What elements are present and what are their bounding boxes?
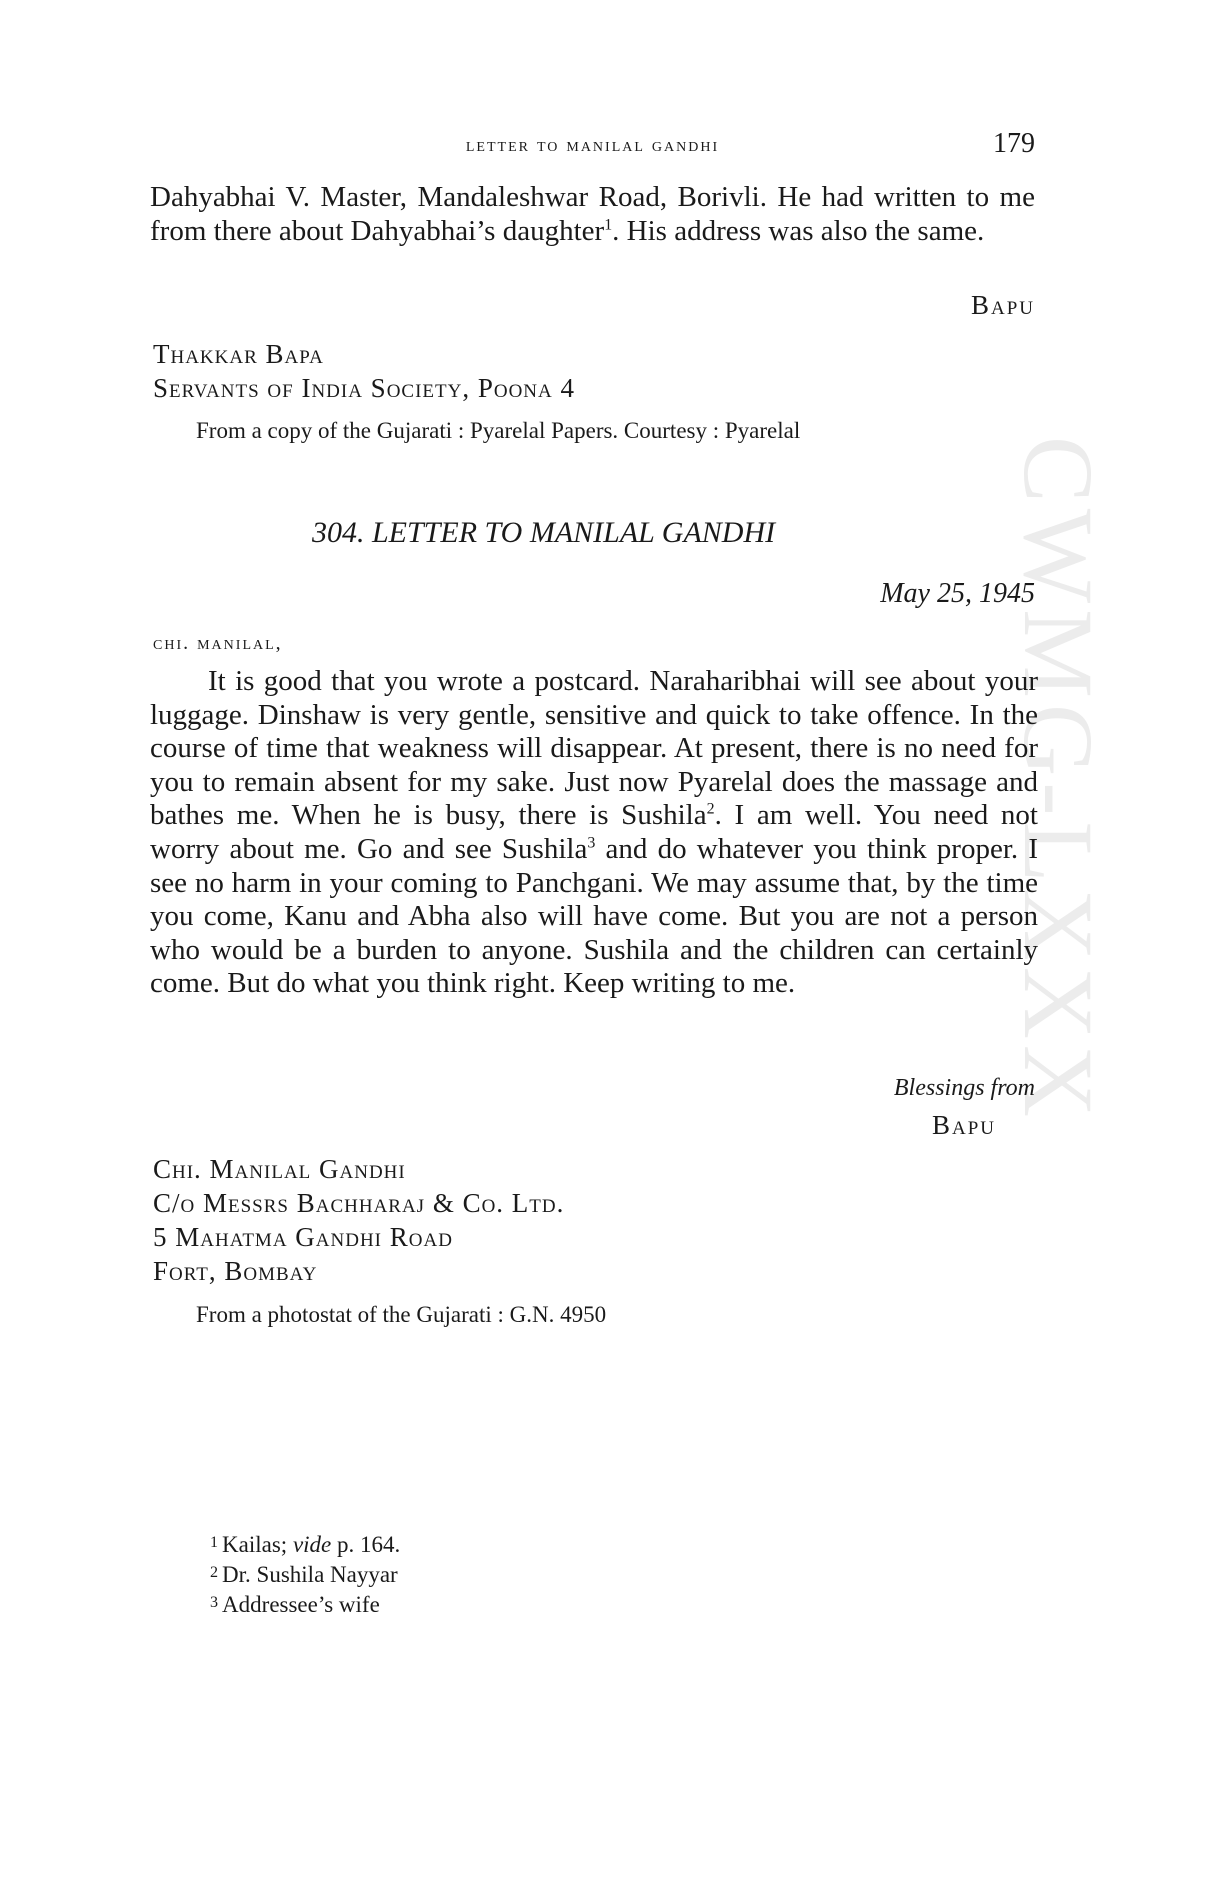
letter-body-part3: and do whatever you think proper. I see no harm in your coming to Panchgani. We may assume that, by the time you come, Kanu and Abha also will have come. But you are not a person who would be a burden to anyone. Sushila and the children can certainly come. But do what you think right. Keep writing to me. bbox=[150, 832, 1038, 1000]
letter-source: From a photostat of the Gujarati : G.N. 4950 bbox=[196, 1302, 607, 1327]
running-header bbox=[150, 128, 1035, 164]
letter-signature: Bapu bbox=[931, 1110, 996, 1140]
letter-date: May 25, 1945 bbox=[880, 578, 1035, 609]
letter-heading bbox=[150, 516, 1035, 550]
letter-salutation: chi. manilal, bbox=[153, 632, 283, 654]
footnote: $^3$ Addressee’s wife bbox=[210, 1592, 380, 1617]
running-title: letter to manilal gandhi bbox=[465, 134, 720, 156]
footnotes bbox=[210, 1530, 400, 1620]
prev-letter-signature: Bapu bbox=[970, 290, 1035, 320]
prev-letter-continuation bbox=[150, 180, 1035, 248]
letter-heading-text: 304. LETTER TO MANILAL GANDHI bbox=[312, 516, 776, 549]
watermark-text: CWMG-LXXX bbox=[1003, 436, 1114, 1124]
letter-closing: Blessings from bbox=[893, 1075, 1035, 1101]
prev-letter-text-end: . His address was also the same. bbox=[612, 215, 985, 247]
prev-letter-addressee-address: Servants of India Society, Poona 4 bbox=[153, 373, 576, 403]
address-line-3: 5 Mahatma Gandhi Road bbox=[153, 1222, 453, 1252]
address-line-2: C/o Messrs Bachharaj & Co. Ltd. bbox=[153, 1188, 565, 1218]
prev-letter-source: From a copy of the Gujarati : Pyarelal Papers. Courtesy : Pyarelal bbox=[196, 418, 801, 443]
footnote-ref-1: 1 bbox=[604, 216, 613, 234]
letter-body-part1: It is good that you wrote a postcard. Naraharibhai will see about your luggage. Dinshaw is very gentle, sensitive and quick to take offence. In the course of time that weakness will disappear. At present, there is no need for you to remain absent for my sake. Just now Pyarelal does the massage and bathes me. When he is busy, there is Sushila bbox=[150, 665, 1038, 832]
letter-body bbox=[150, 665, 1038, 1001]
prev-letter-text: Dahyabhai V. Master, Mandaleshwar Road, Borivli. He had written to me from there about Dahyabhai’s daughter bbox=[150, 181, 1035, 247]
footnote-ref-3: 3 bbox=[587, 834, 596, 852]
footnote: $^2$ Dr. Sushila Nayyar bbox=[210, 1562, 398, 1587]
footnote: $^1$ Kailas; vide p. 164. bbox=[210, 1532, 401, 1557]
address-line-4: Fort, Bombay bbox=[153, 1256, 318, 1286]
letter-body-part2: . I am well. You need not worry about me. Go and see Sushila bbox=[150, 799, 1038, 865]
page-number: 179 bbox=[993, 128, 1035, 159]
address-line-1: Chi. Manilal Gandhi bbox=[153, 1154, 406, 1184]
prev-letter-addressee-name: Thakkar Bapa bbox=[153, 339, 324, 369]
footnote-ref-2: 2 bbox=[706, 800, 715, 818]
